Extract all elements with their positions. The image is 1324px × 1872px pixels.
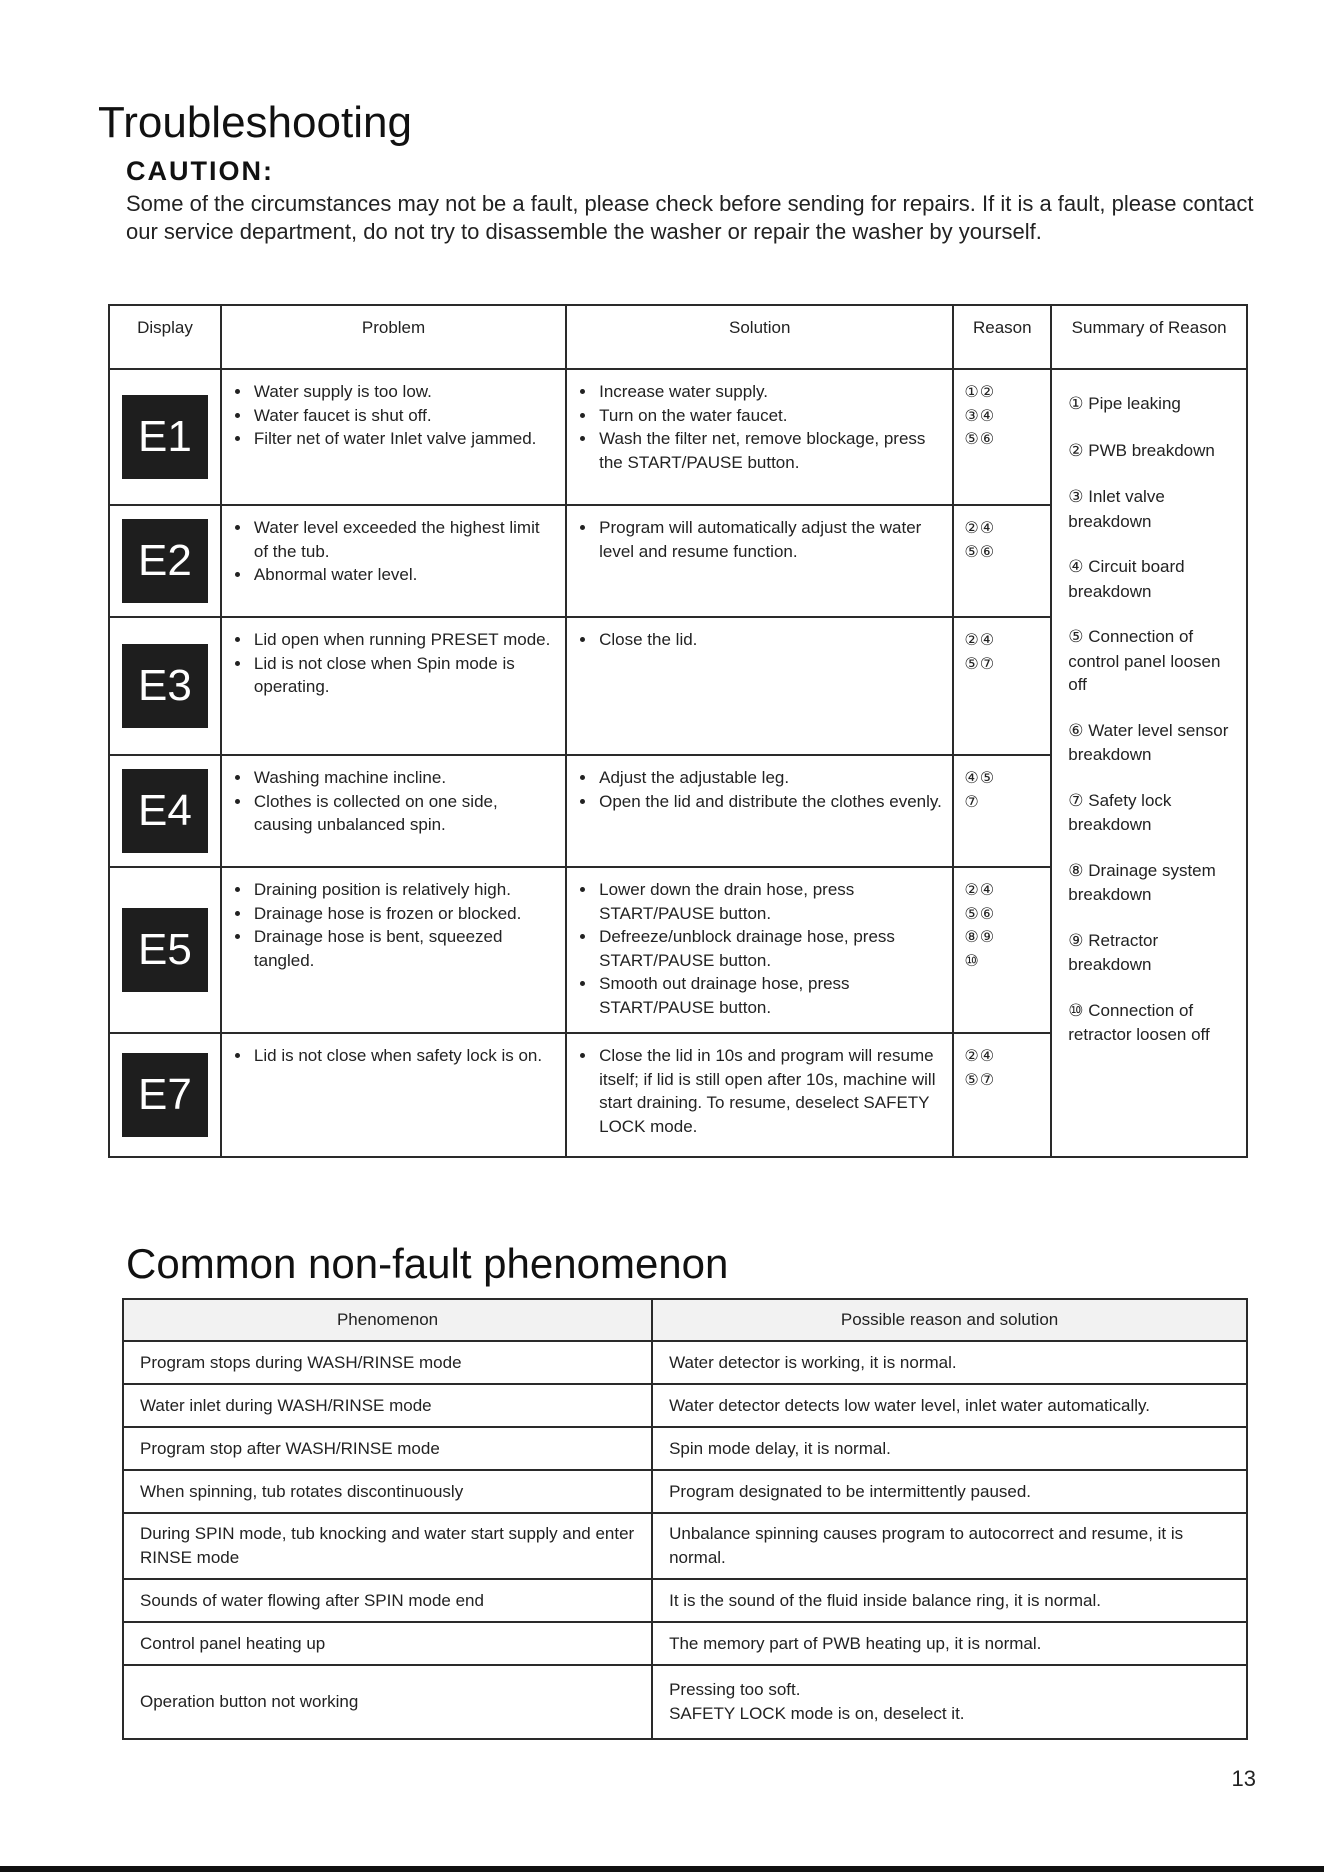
error-code-badge: E1 <box>122 395 208 479</box>
reason-codes: ②④ <box>964 630 996 649</box>
summary-item: ⑩ Connection of retractor loosen off <box>1068 1000 1210 1044</box>
table-row <box>123 1579 1247 1622</box>
reason-cell <box>953 755 1051 867</box>
troubleshooting-table <box>108 304 1248 1158</box>
error-code-badge: E3 <box>122 644 208 728</box>
summary-of-reason-cell <box>1051 369 1247 1157</box>
problem-item: • Washing machine incline. <box>252 766 555 790</box>
reason-codes: ⑦ <box>964 791 980 811</box>
header-reason: Reason <box>953 305 1051 369</box>
solution-item: • Close the lid. <box>597 628 942 652</box>
reason-codes: ⑩ <box>964 950 980 970</box>
error-code-cell <box>109 867 221 1033</box>
reason-cell <box>953 369 1051 505</box>
solution-item: • Program will automatically adjust the water level and resume function. <box>597 516 942 563</box>
caution-text: Some of the circumstances may not be a fault, please check before sending for repairs. If it is a fault, please contact our service department, do not try to disassemble the washer or repair the washer by yourself. <box>126 191 1254 244</box>
phenomenon-cell: Water inlet during WASH/RINSE mode <box>123 1384 652 1427</box>
caution-heading: CAUTION: <box>126 156 274 186</box>
phenomenon-cell: Sounds of water flowing after SPIN mode end <box>123 1579 652 1622</box>
problem-item: • Lid is not close when safety lock is on. <box>252 1044 555 1068</box>
header-reason-solution: Possible reason and solution <box>652 1299 1247 1341</box>
problem-item: • Draining position is relatively high. <box>252 878 555 902</box>
error-code-cell <box>109 505 221 617</box>
problem-item: • Filter net of water Inlet valve jammed. <box>252 427 555 451</box>
reason-codes: ②④ <box>964 518 996 537</box>
reason-cell <box>953 867 1051 1033</box>
summary-item: ⑨ Retractor breakdown <box>1068 930 1159 974</box>
error-code-badge: E2 <box>122 519 208 603</box>
error-code-badge: E5 <box>122 908 208 992</box>
reason-solution-cell: Spin mode delay, it is normal. <box>652 1427 1247 1470</box>
solution-line: SAFETY LOCK mode is on, deselect it. <box>669 1704 965 1723</box>
solution-item: • Turn on the water faucet. <box>597 404 942 428</box>
problem-cell <box>221 867 566 1033</box>
solution-cell <box>566 867 953 1033</box>
solution-item: • Wash the filter net, remove blockage, press the START/PAUSE button. <box>597 427 942 474</box>
reason-cell <box>953 1033 1051 1157</box>
reason-cell <box>953 617 1051 755</box>
reason-codes: ①② <box>964 382 996 401</box>
summary-item: ⑥ Water level sensor breakdown <box>1068 720 1229 764</box>
reason-solution-cell: The memory part of PWB heating up, it is normal. <box>652 1622 1247 1665</box>
table-row <box>123 1427 1247 1470</box>
error-code-cell <box>109 369 221 505</box>
reason-solution-cell: Water detector detects low water level, inlet water automatically. <box>652 1384 1247 1427</box>
summary-item: ② PWB breakdown <box>1068 440 1215 461</box>
reason-codes: ⑤⑥ <box>964 429 996 448</box>
table-row <box>123 1622 1247 1665</box>
error-code-cell <box>109 617 221 755</box>
phenomenon-cell: During SPIN mode, tub knocking and water start supply and enter RINSE mode <box>123 1513 652 1579</box>
reason-codes: ⑤⑥ <box>964 541 996 561</box>
phenomenon-cell: Program stop after WASH/RINSE mode <box>123 1427 652 1470</box>
nonfault-section-title: Common non-fault phenomenon <box>126 1240 729 1287</box>
header-display: Display <box>109 305 221 369</box>
error-code-cell <box>109 755 221 867</box>
reason-cell <box>953 505 1051 617</box>
problem-cell <box>221 617 566 755</box>
problem-item: • Drainage hose is frozen or blocked. <box>252 902 555 926</box>
page-number: 13 <box>1231 1766 1256 1791</box>
reason-codes: ③④ <box>964 405 996 425</box>
bottom-divider <box>0 1866 1324 1872</box>
solution-cell <box>566 755 953 867</box>
problem-cell <box>221 1033 566 1157</box>
error-code-badge: E7 <box>122 1053 208 1137</box>
solution-cell <box>566 369 953 505</box>
reason-codes: ⑤⑥ <box>964 903 996 923</box>
reason-codes: ⑧⑨ <box>964 927 996 946</box>
solution-cell <box>566 505 953 617</box>
reason-solution-cell <box>652 1665 1247 1739</box>
solution-item: • Increase water supply. <box>597 380 942 404</box>
error-code-cell <box>109 1033 221 1157</box>
reason-codes: ④⑤ <box>964 768 996 787</box>
reason-codes: ②④ <box>964 1046 996 1065</box>
nonfault-table <box>122 1298 1248 1740</box>
phenomenon-cell: When spinning, tub rotates discontinuously <box>123 1470 652 1513</box>
table-row <box>123 1384 1247 1427</box>
phenomenon-cell: Program stops during WASH/RINSE mode <box>123 1341 652 1384</box>
solution-cell <box>566 1033 953 1157</box>
header-solution: Solution <box>566 305 953 369</box>
reason-solution-cell: It is the sound of the fluid inside balance ring, it is normal. <box>652 1579 1247 1622</box>
problem-item: • Drainage hose is bent, squeezed tangled. <box>252 925 555 972</box>
problem-cell <box>221 369 566 505</box>
problem-item: • Clothes is collected on one side, causing unbalanced spin. <box>252 790 555 837</box>
summary-item: ① Pipe leaking <box>1068 394 1181 414</box>
problem-item: • Abnormal water level. <box>252 563 555 587</box>
summary-item: ⑦ Safety lock breakdown <box>1068 790 1172 834</box>
problem-cell <box>221 755 566 867</box>
solution-item: • Smooth out drainage hose, press START/PAUSE button. <box>597 972 942 1019</box>
table-row <box>123 1470 1247 1513</box>
solution-item: • Open the lid and distribute the clothes evenly. <box>597 790 942 814</box>
reason-codes: ⑤⑦ <box>964 653 996 673</box>
solution-cell <box>566 617 953 755</box>
problem-item: • Lid is not close when Spin mode is operating. <box>252 652 555 699</box>
reason-solution-cell: Program designated to be intermittently paused. <box>652 1470 1247 1513</box>
problem-item: • Lid open when running PRESET mode. <box>252 628 555 652</box>
table-row <box>123 1341 1247 1384</box>
phenomenon-cell: Operation button not working <box>123 1665 652 1739</box>
reason-solution-cell: Water detector is working, it is normal. <box>652 1341 1247 1384</box>
table-header-row <box>123 1299 1247 1341</box>
problem-item: • Water level exceeded the highest limit of the tub. <box>252 516 555 563</box>
table-row <box>123 1513 1247 1579</box>
reason-codes: ②④ <box>964 880 996 899</box>
summary-item: ④ Circuit board breakdown <box>1068 557 1185 601</box>
error-code-badge: E4 <box>122 769 208 853</box>
problem-cell <box>221 505 566 617</box>
summary-item: ③ Inlet valve breakdown <box>1068 487 1165 531</box>
table-row <box>109 369 1247 505</box>
problem-item: • Water supply is too low. <box>252 380 555 404</box>
solution-item: • Adjust the adjustable leg. <box>597 766 942 790</box>
summary-item: ⑧ Drainage system breakdown <box>1068 860 1216 904</box>
page-title: Troubleshooting <box>98 98 412 147</box>
summary-item: ⑤ Connection of control panel loosen off <box>1068 627 1221 694</box>
header-summary: Summary of Reason <box>1051 305 1247 369</box>
table-header-row <box>109 305 1247 369</box>
table-row <box>123 1665 1247 1739</box>
header-problem: Problem <box>221 305 566 369</box>
header-phenomenon: Phenomenon <box>123 1299 652 1341</box>
phenomenon-cell: Control panel heating up <box>123 1622 652 1665</box>
solution-item: • Defreeze/unblock drainage hose, press START/PAUSE button. <box>597 925 942 972</box>
solution-line: Pressing too soft. <box>669 1680 801 1699</box>
problem-item: • Water faucet is shut off. <box>252 404 555 428</box>
solution-item: • Lower down the drain hose, press START/PAUSE button. <box>597 878 942 925</box>
solution-item: • Close the lid in 10s and program will resume itself; if lid is still open after 10s, machine will start draining. To resume, deselect SAFETY LOCK mode. <box>597 1044 942 1138</box>
reason-codes: ⑤⑦ <box>964 1069 996 1089</box>
reason-solution-cell: Unbalance spinning causes program to autocorrect and resume, it is normal. <box>652 1513 1247 1579</box>
